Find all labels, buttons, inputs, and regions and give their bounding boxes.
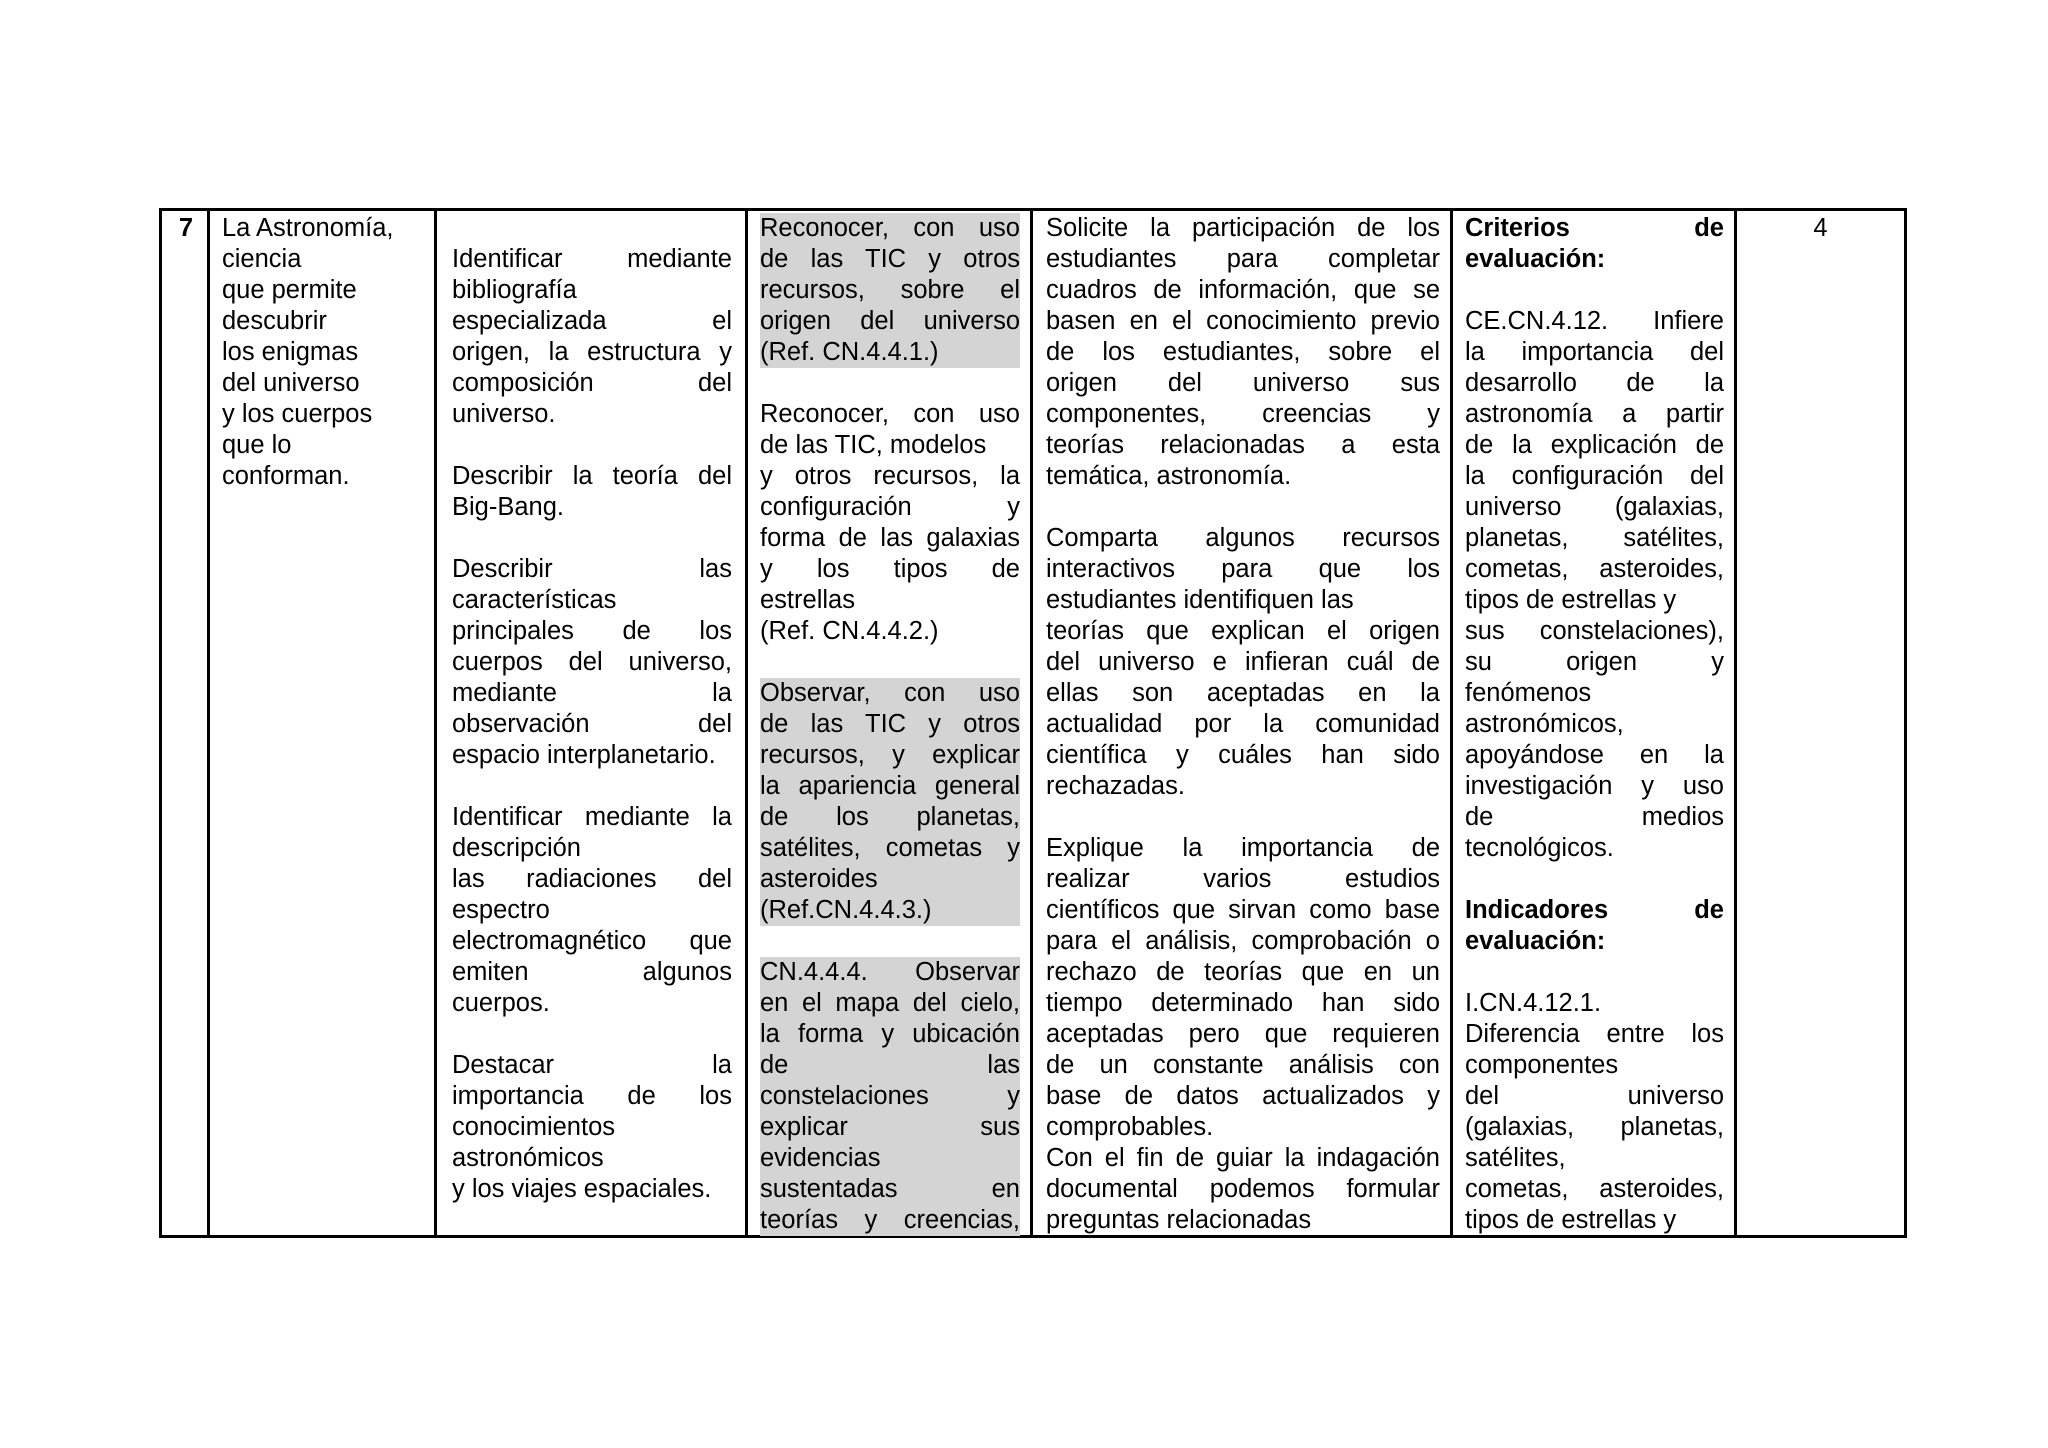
column-divider (745, 211, 748, 1235)
evaluation-criterion-line: tecnológicos. (1465, 834, 1614, 862)
performance-criterion-line: Reconocer, con uso (760, 400, 1020, 428)
performance-criterion-line: recursos, sobre el (760, 276, 1020, 304)
evaluation-criterion-line: fenómenos (1465, 679, 1592, 707)
evaluation-criterion-line: astronomía a partir (1465, 400, 1724, 428)
performance-criterion-line: evidencias (760, 1143, 1020, 1174)
evaluation-criterion-line: de medios (1465, 803, 1724, 831)
paragraph-gap (1465, 864, 1724, 895)
methodology-line: Explique la importancia de (1046, 834, 1440, 862)
indicator-line: cometas, asteroides, (1465, 1175, 1724, 1203)
methodology-line: para el análisis, comprobación o (1046, 927, 1440, 955)
periods-value: 4 (1813, 214, 1828, 242)
skill-line: universo. (452, 400, 556, 428)
methodology-line: Con el fin de guiar la indagación (1046, 1144, 1440, 1172)
skill-line: Describir la teoría del (452, 462, 732, 490)
skill-line: espectro (452, 896, 550, 924)
methodology-line: cuadros de información, que se (1046, 276, 1440, 304)
evaluation-cell (1465, 211, 1724, 1235)
methodology-line: interactivos para que los (1046, 555, 1440, 583)
performance-criterion-line: forma de las galaxias (760, 524, 1020, 552)
skill-line: conocimientos (452, 1113, 615, 1141)
skill-line: observación del (452, 710, 732, 738)
evaluation-criterion-line: apoyándose en la (1465, 741, 1724, 769)
row-number: 7 (178, 214, 194, 242)
methodology-line: del universo e infieran cuál de (1046, 648, 1440, 676)
performance-criterion-line: (Ref. CN.4.4.1.) (760, 337, 1020, 368)
unit-title-line: descubrir (222, 307, 327, 335)
evaluation-criterion-line: cometas, asteroides, (1465, 555, 1724, 583)
skill-line: cuerpos del universo, (452, 648, 732, 676)
performance-criterion-line: satélites, cometas y (760, 834, 1020, 862)
methodology-line: Solicite la participación de los (1046, 214, 1440, 242)
skill-line: mediante la (452, 679, 732, 707)
methodology-line: comprobables. (1046, 1113, 1214, 1141)
skill-line: cuerpos. (452, 989, 550, 1017)
indicators-heading: Indicadores de (1465, 896, 1724, 924)
methodology-line: teorías relacionadas a esta (1046, 431, 1440, 459)
evaluation-criterion-line: la configuración del (1465, 462, 1724, 490)
performance-criterion-line: y otros recursos, la (760, 462, 1020, 490)
skill-line: Destacar la (452, 1051, 732, 1079)
evaluation-criterion-line: astronómicos, (1465, 710, 1624, 738)
skill-line: emiten algunos (452, 958, 732, 986)
skill-line: descripción (452, 834, 581, 862)
paragraph-gap (1046, 492, 1440, 523)
methodology-line: rechazo de teorías que en un (1046, 958, 1440, 986)
indicator-line: componentes (1465, 1051, 1619, 1079)
skill-line: características (452, 586, 617, 614)
methodology-line: temática, astronomía. (1046, 462, 1292, 490)
unit-title-line: que permite (222, 276, 357, 304)
evaluation-criterion-line: universo (galaxias, (1465, 493, 1724, 521)
evaluation-criterion-line: tipos de estrellas y (1465, 586, 1677, 614)
performance-criterion-line: (Ref.CN.4.4.3.) (760, 895, 1020, 926)
indicators-heading: evaluación: (1465, 927, 1606, 955)
planning-table (159, 208, 1907, 1238)
performance-criteria-cell (760, 211, 1020, 1235)
column-divider (434, 211, 437, 1235)
indicator-line: Diferencia entre los (1465, 1020, 1724, 1048)
performance-criterion-line: Reconocer, con uso (760, 214, 1020, 242)
methodology-line: científicos que sirvan como base (1046, 896, 1440, 924)
methodology-line: Comparta algunos recursos (1046, 524, 1440, 552)
unit-title-line: del universo (222, 369, 360, 397)
methodology-line: rechazadas. (1046, 772, 1185, 800)
periods-cell (1737, 211, 1904, 1235)
methodology-line: de los estudiantes, sobre el (1046, 338, 1440, 366)
paragraph-gap (1465, 275, 1724, 306)
paragraph-gap (452, 1019, 732, 1050)
criteria-heading: Criterios de (1465, 214, 1724, 242)
criteria-heading: evaluación: (1465, 245, 1606, 273)
methodology-line: actualidad por la comunidad (1046, 710, 1440, 738)
skill-line: Identificar mediante la (452, 803, 732, 831)
indicator-line: satélites, (1465, 1144, 1566, 1172)
methodology-line: componentes, creencias y (1046, 400, 1440, 428)
performance-criterion-line: recursos, y explicar (760, 741, 1020, 769)
skill-line: especializada el (452, 307, 732, 335)
skill-line: Big-Bang. (452, 493, 564, 521)
performance-criterion-line: Observar, con uso (760, 679, 1020, 707)
performance-criterion-line: constelaciones y (760, 1082, 1020, 1110)
performance-criterion-line: la forma y ubicación (760, 1020, 1020, 1048)
column-divider (207, 211, 210, 1235)
performance-criterion-line: en el mapa del cielo, (760, 989, 1020, 1017)
indicator-line: del universo (1465, 1082, 1724, 1110)
performance-criterion-line: origen del universo (760, 307, 1020, 335)
paragraph-gap (452, 523, 732, 554)
evaluation-criterion-line: investigación y uso (1465, 772, 1724, 800)
skill-line: electromagnético que (452, 927, 732, 955)
methodology-line: realizar varios estudios (1046, 865, 1440, 893)
performance-criterion-line: (Ref. CN.4.4.2.) (760, 617, 939, 645)
methodology-line: tiempo determinado han sido (1046, 989, 1440, 1017)
column-divider (1450, 211, 1453, 1235)
skill-line: y los viajes espaciales. (452, 1175, 712, 1203)
skill-line: Identificar mediante (452, 245, 732, 273)
skill-line: principales de los (452, 617, 732, 645)
evaluation-criterion-line: sus constelaciones), (1465, 617, 1724, 645)
paragraph-gap (452, 771, 732, 802)
skill-line: Describir las (452, 555, 732, 583)
methodology-line: base de datos actualizados y (1046, 1082, 1440, 1110)
skill-line: las radiaciones del (452, 865, 732, 893)
performance-criterion-line: de las TIC y otros (760, 245, 1020, 273)
indicator-line: (galaxias, planetas, (1465, 1113, 1724, 1141)
performance-criterion-line: configuración y (760, 493, 1020, 521)
methodology-cell (1046, 211, 1440, 1235)
skill-line: espacio interplanetario. (452, 741, 716, 769)
unit-title-line: ciencia (222, 245, 302, 273)
performance-criterion-line: teorías y creencias, (760, 1206, 1020, 1234)
performance-criterion-line: explicar sus (760, 1113, 1020, 1141)
performance-criterion-line: la apariencia general (760, 772, 1020, 800)
performance-criterion-line: de las TIC, modelos (760, 431, 987, 459)
paragraph-gap (1046, 802, 1440, 833)
evaluation-criterion-line: planetas, satélites, (1465, 524, 1724, 552)
performance-criterion-line: y los tipos de (760, 555, 1020, 583)
skill-line: composición del (452, 369, 732, 397)
skills-cell (452, 211, 732, 1235)
skill-line: origen, la estructura y (452, 338, 732, 366)
methodology-line: estudiantes identifiquen las (1046, 586, 1354, 614)
unit-title-line: que lo (222, 431, 292, 459)
paragraph-gap (760, 368, 1020, 399)
performance-criterion-line: de los planetas, (760, 803, 1020, 831)
skill-line: importancia de los (452, 1082, 732, 1110)
performance-criterion-line: de las (760, 1051, 1020, 1079)
methodology-line: ellas son aceptadas en la (1046, 679, 1440, 707)
evaluation-criterion-line: de la explicación de (1465, 431, 1724, 459)
methodology-line: preguntas relacionadas (1046, 1206, 1312, 1234)
row-number-cell (165, 211, 207, 1235)
column-divider (1030, 211, 1033, 1235)
evaluation-criterion-line: su origen y (1465, 648, 1724, 676)
paragraph-gap (760, 926, 1020, 957)
methodology-line: de un constante análisis con (1046, 1051, 1440, 1079)
unit-title-line: los enigmas (222, 338, 359, 366)
performance-criterion-line: CN.4.4.4. Observar (760, 958, 1020, 986)
evaluation-criterion-line: CE.CN.4.12. Infiere (1465, 307, 1724, 335)
paragraph-gap (760, 647, 1020, 678)
performance-criterion-line: asteroides (760, 864, 1020, 895)
performance-criterion-line: de las TIC y otros (760, 710, 1020, 738)
indicator-line: I.CN.4.12.1. (1465, 989, 1602, 1017)
skill-line: bibliografía (452, 276, 577, 304)
performance-criterion-line: estrellas (760, 586, 855, 614)
skill-line: astronómicos (452, 1144, 604, 1172)
unit-title-line: La Astronomía, (222, 214, 394, 242)
paragraph-gap (1465, 957, 1724, 988)
methodology-line: aceptadas pero que requieren (1046, 1020, 1440, 1048)
evaluation-criterion-line: desarrollo de la (1465, 369, 1724, 397)
methodology-line: estudiantes para completar (1046, 245, 1440, 273)
evaluation-criterion-line: la importancia del (1465, 338, 1724, 366)
unit-title-line: conforman. (222, 462, 350, 490)
methodology-line: basen en el conocimiento previo (1046, 307, 1440, 335)
methodology-line: origen del universo sus (1046, 369, 1440, 397)
methodology-line: teorías que explican el origen (1046, 617, 1440, 645)
methodology-line: documental podemos formular (1046, 1175, 1440, 1203)
paragraph-gap (452, 430, 732, 461)
indicator-line: tipos de estrellas y (1465, 1206, 1677, 1234)
unit-title-line: y los cuerpos (222, 400, 373, 428)
performance-criterion-line: sustentadas en (760, 1175, 1020, 1203)
methodology-line: científica y cuáles han sido (1046, 741, 1440, 769)
unit-title-cell (222, 211, 427, 1235)
